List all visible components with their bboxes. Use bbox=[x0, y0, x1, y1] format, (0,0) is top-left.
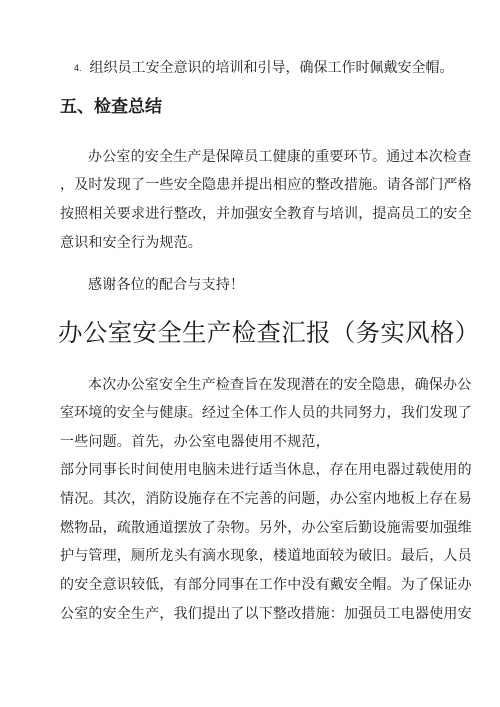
body-line: 室环境的安全与健康。经过全体工作人员的共同努力，我们发现了 bbox=[60, 405, 472, 421]
list-item-text: 组织员工安全意识的培训和引导，确保工作时佩戴安全帽。 bbox=[89, 60, 454, 76]
summary-line: 按照相关要求进行整改，并加强安全教育与培训，提高员工的安全 bbox=[60, 206, 472, 222]
body-line: 部分同事长时间使用电脑未进行适当休息，存在用电器过载使用的 bbox=[60, 462, 472, 478]
list-item-4 bbox=[74, 61, 454, 75]
thanks-line: 感谢各位的配合与支持！ bbox=[88, 277, 245, 293]
section-heading: 五、检查总结 bbox=[60, 97, 162, 117]
summary-line: 办公室的安全生产是保障员工健康的重要环节。通过本次检查 bbox=[88, 149, 472, 165]
summary-line: 意识和安全行为规范。 bbox=[60, 235, 202, 251]
summary-line: ，及时发现了一些安全隐患并提出相应的整改措施。请各部门严格 bbox=[60, 177, 472, 193]
document-title: 办公室安全生产检查汇报（务实风格） bbox=[58, 318, 480, 347]
body-line: 公室的安全生产，我们提出了以下整改措施：加强员工电器使用安 bbox=[60, 606, 472, 622]
body-line: 护与管理，厕所龙头有滴水现象，楼道地面较为破旧。最后，人员 bbox=[60, 548, 472, 564]
body-line: 情况。其次，消防设施存在不完善的问题，办公室内地板上存在易 bbox=[60, 491, 472, 507]
body-line: 本次办公室安全生产检查旨在发现潜在的安全隐患，确保办公 bbox=[88, 377, 472, 393]
body-line: 燃物品，疏散通道摆放了杂物。另外，办公室后勤设施需要加强维 bbox=[60, 520, 472, 536]
body-line: 的安全意识较低，有部分同事在工作中没有戴安全帽。为了保证办 bbox=[60, 577, 472, 593]
body-line: 一些问题。首先，办公室电器使用不规范， bbox=[60, 434, 330, 450]
list-number: 4. bbox=[74, 63, 82, 73]
